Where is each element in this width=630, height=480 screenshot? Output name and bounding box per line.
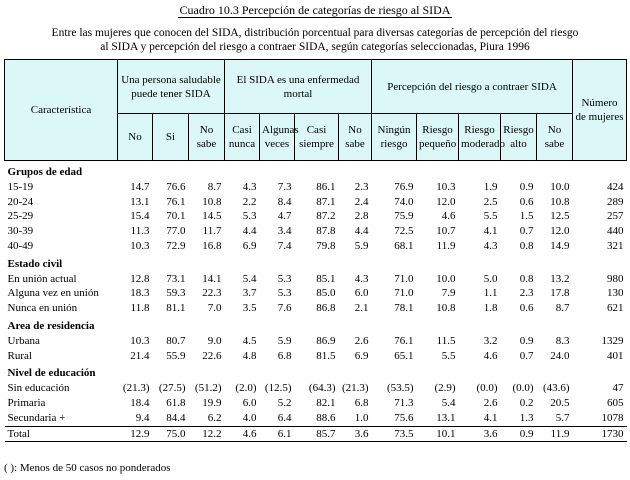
cell-value: (21.3) xyxy=(341,382,369,395)
cell-value: 1.5 xyxy=(519,210,534,223)
cell-value: 0.6 xyxy=(519,195,534,208)
cell-value: 61.8 xyxy=(166,396,186,409)
cell-value: 0.9 xyxy=(519,180,534,193)
table-row xyxy=(5,224,627,239)
row-label: Total xyxy=(5,426,118,442)
cell-value: 13.1 xyxy=(130,195,150,208)
cell-value: 86.8 xyxy=(316,302,336,315)
cell-value: 321 xyxy=(607,239,624,252)
row-label: Rural xyxy=(7,349,32,362)
header-group-mortal: El SIDA es una enfermedad mortal xyxy=(225,60,372,114)
cell-value: 8.7 xyxy=(207,180,222,193)
header-col: Riesgo pequeño xyxy=(417,114,459,161)
cell-value: 5.4 xyxy=(441,396,456,409)
cell-value: 5.3 xyxy=(242,210,257,223)
cell-value: 76.1 xyxy=(394,334,414,347)
cell-value: 5.3 xyxy=(277,287,292,300)
header-col: Si xyxy=(153,114,189,161)
cell-value: 6.2 xyxy=(207,411,222,424)
header-col: No sabe xyxy=(537,114,573,161)
cell-value: 7.9 xyxy=(441,287,456,300)
cell-value: 4.5 xyxy=(242,334,257,347)
cell-value: 68.1 xyxy=(394,239,414,252)
cell-value: 75.0 xyxy=(153,426,189,442)
header-group-saludable: Una persona saludable puede tener SIDA xyxy=(118,60,225,114)
cell-value: 74.0 xyxy=(394,195,414,208)
cell-value: 72.9 xyxy=(166,239,186,252)
cell-value: 12.0 xyxy=(436,195,456,208)
cell-value: (0.0) xyxy=(476,382,498,395)
cell-value: 14.1 xyxy=(202,272,222,285)
cell-value: 4.0 xyxy=(242,411,257,424)
header-col: No xyxy=(118,114,153,161)
cell-value: 84.4 xyxy=(166,411,186,424)
cell-value: 7.4 xyxy=(277,239,292,252)
cell-value: 81.1 xyxy=(166,302,186,315)
cell-value: 10.1 xyxy=(417,426,459,442)
cell-value: 5.9 xyxy=(354,239,369,252)
cell-value: 1730 xyxy=(573,426,627,442)
cell-value: 4.7 xyxy=(277,210,292,223)
cell-value: 8.4 xyxy=(277,195,292,208)
cell-value: 4.1 xyxy=(483,225,498,238)
cell-value: 8.7 xyxy=(555,302,570,315)
cell-value: 5.9 xyxy=(277,334,292,347)
table-row xyxy=(5,209,627,224)
cell-value: 0.7 xyxy=(519,225,534,238)
cell-value: 18.3 xyxy=(130,287,150,300)
cell-value: 6.0 xyxy=(242,396,257,409)
cell-value: 72.5 xyxy=(394,225,414,238)
row-label: Alguna vez en unión xyxy=(7,287,99,300)
cell-value: 6.8 xyxy=(354,396,369,409)
cell-value: 0.7 xyxy=(519,349,534,362)
cell-value: 80.7 xyxy=(166,334,186,347)
cell-value: 4.3 xyxy=(483,239,498,252)
cell-value: 1.3 xyxy=(519,411,534,424)
cell-value: 3.2 xyxy=(483,334,498,347)
cell-value: 10.7 xyxy=(436,225,456,238)
header-col: Casi nunca xyxy=(225,114,260,161)
header-col: Ningún riesgo xyxy=(372,114,417,161)
cell-value: 18.4 xyxy=(130,396,150,409)
row-label: En unión actual xyxy=(7,272,77,285)
group-row xyxy=(5,161,627,180)
cell-value: 55.9 xyxy=(166,349,186,362)
cell-value: 0.2 xyxy=(519,396,534,409)
cell-value: (12.5) xyxy=(264,382,292,395)
table-subtitle xyxy=(0,26,630,54)
cell-value: (51.2) xyxy=(194,382,222,395)
header-col: No sabe xyxy=(189,114,225,161)
cell-value: 4.3 xyxy=(242,180,257,193)
cell-value: 70.1 xyxy=(166,210,186,223)
cell-value: 73.1 xyxy=(166,272,186,285)
cell-value: 3.6 xyxy=(459,426,501,442)
cell-value: (2.9) xyxy=(434,382,456,395)
cell-value: 6.0 xyxy=(354,287,369,300)
cell-value: 71.3 xyxy=(394,396,414,409)
cell-value: 87.8 xyxy=(316,225,336,238)
group-row xyxy=(5,316,627,334)
cell-value: 22.6 xyxy=(202,349,222,362)
cell-value: 1.9 xyxy=(483,180,498,193)
cell-value: 71.0 xyxy=(394,287,414,300)
cell-value: 85.7 xyxy=(295,426,339,442)
cell-value: 12.0 xyxy=(550,225,570,238)
cell-value: 3.5 xyxy=(242,302,257,315)
header-numero: Número de mujeres xyxy=(573,60,627,161)
cell-value: 59.3 xyxy=(166,287,186,300)
cell-value: 0.8 xyxy=(519,239,534,252)
cell-value: 1078 xyxy=(601,411,624,424)
cell-value: 1329 xyxy=(601,334,624,347)
header-col: Riesgo moderado xyxy=(459,114,501,161)
cell-value: 4.3 xyxy=(354,272,369,285)
cell-value: (2.0) xyxy=(235,382,257,395)
cell-value: 289 xyxy=(607,195,624,208)
cell-value: 86.1 xyxy=(316,180,336,193)
cell-value: 2.5 xyxy=(483,195,498,208)
cell-value: 82.1 xyxy=(316,396,336,409)
header-col: Algunas veces xyxy=(260,114,295,161)
cell-value: 77.0 xyxy=(166,225,186,238)
cell-value: 9.0 xyxy=(207,334,222,347)
table-row xyxy=(5,334,627,349)
cell-value: 1.8 xyxy=(483,302,498,315)
cell-value: (64.3) xyxy=(308,382,336,395)
cell-value: 3.7 xyxy=(242,287,257,300)
row-label: 15-19 xyxy=(7,180,34,193)
header-caracteristica: Característica xyxy=(5,60,118,161)
cell-value: 2.6 xyxy=(354,334,369,347)
cell-value: 3.6 xyxy=(339,426,372,442)
cell-value: 88.6 xyxy=(316,411,336,424)
data-table xyxy=(4,59,627,442)
header-group-percepcion: Percepción del riesgo a contraer SIDA xyxy=(372,60,573,114)
row-label: 30-39 xyxy=(7,225,34,238)
cell-value: 4.1 xyxy=(483,411,498,424)
cell-value: 0.6 xyxy=(519,302,534,315)
cell-value: 621 xyxy=(607,302,624,315)
cell-value: 5.5 xyxy=(483,210,498,223)
table-row xyxy=(5,381,627,396)
cell-value: (0.0) xyxy=(512,382,534,395)
cell-value: 17.8 xyxy=(550,287,570,300)
cell-value: 1.1 xyxy=(483,287,498,300)
cell-value: 12.5 xyxy=(550,210,570,223)
cell-value: 5.0 xyxy=(483,272,498,285)
cell-value: 47 xyxy=(612,382,624,395)
cell-value: 6.9 xyxy=(354,349,369,362)
cell-value: 10.0 xyxy=(550,180,570,193)
cell-value: 20.5 xyxy=(550,396,570,409)
row-label: 20-24 xyxy=(7,195,34,208)
row-label: 40-49 xyxy=(7,239,34,252)
cell-value: 75.6 xyxy=(394,411,414,424)
group-label: Grupos de edad xyxy=(7,166,83,178)
cell-value: 10.3 xyxy=(130,239,150,252)
cell-value: 12.9 xyxy=(118,426,153,442)
cell-value: 5.4 xyxy=(242,272,257,285)
cell-value: 11.9 xyxy=(537,426,573,442)
cell-value: 16.8 xyxy=(202,239,222,252)
cell-value: 6.1 xyxy=(260,426,295,442)
cell-value: 7.0 xyxy=(207,302,222,315)
cell-value: 401 xyxy=(607,349,624,362)
cell-value: 6.4 xyxy=(277,411,292,424)
cell-value: 10.8 xyxy=(550,195,570,208)
cell-value: 5.7 xyxy=(555,411,570,424)
cell-value: 5.3 xyxy=(277,272,292,285)
cell-value: 4.4 xyxy=(354,225,369,238)
cell-value: 5.2 xyxy=(277,396,292,409)
cell-value: 4.6 xyxy=(483,349,498,362)
row-label: Sin educación xyxy=(7,382,70,395)
cell-value: 10.8 xyxy=(202,195,222,208)
cell-value: 4.4 xyxy=(242,225,257,238)
cell-value: 0.9 xyxy=(501,426,537,442)
cell-value: 10.3 xyxy=(130,334,150,347)
cell-value: 4.6 xyxy=(225,426,260,442)
cell-value: 85.0 xyxy=(316,287,336,300)
cell-value: 424 xyxy=(607,180,624,193)
cell-value: 8.3 xyxy=(555,334,570,347)
cell-value: 7.3 xyxy=(277,180,292,193)
cell-value: 19.9 xyxy=(202,396,222,409)
table-title: Cuadro 10.3 Percepción de categorías de riesgo al SIDA xyxy=(179,3,451,17)
table-row xyxy=(5,301,627,316)
cell-value: 6.8 xyxy=(277,349,292,362)
cell-value: 15.4 xyxy=(130,210,150,223)
cell-value: 11.9 xyxy=(436,239,456,252)
subtitle-line-1: Entre las mujeres que conocen del SIDA, distribución porcentual para diversas categorías de percepción del riesgo xyxy=(51,27,579,39)
cell-value: 5.5 xyxy=(441,349,456,362)
cell-value: 10.8 xyxy=(436,302,456,315)
cell-value: 24.0 xyxy=(550,349,570,362)
cell-value: 14.7 xyxy=(130,180,150,193)
cell-value: 65.1 xyxy=(394,349,414,362)
row-label: Primaria xyxy=(7,396,46,409)
cell-value: 14.5 xyxy=(202,210,222,223)
cell-value: 12.2 xyxy=(189,426,225,442)
cell-value: 79.8 xyxy=(316,239,336,252)
header-col: Riesgo alto xyxy=(501,114,537,161)
cell-value: 75.9 xyxy=(394,210,414,223)
table-row xyxy=(5,411,627,426)
cell-value: 257 xyxy=(607,210,624,223)
cell-value: 2.2 xyxy=(242,195,257,208)
group-label: Area de residencia xyxy=(7,319,95,332)
cell-value: 980 xyxy=(607,272,624,285)
cell-value: (53.5) xyxy=(386,382,414,395)
row-label: Nunca en unión xyxy=(7,302,78,315)
cell-value: 14.9 xyxy=(550,239,570,252)
footnote: ( ): Menos de 50 casos no ponderados xyxy=(4,462,171,474)
cell-value: 0.9 xyxy=(519,334,534,347)
cell-value: 10.0 xyxy=(436,272,456,285)
cell-value: 11.5 xyxy=(436,334,456,347)
cell-value: 71.0 xyxy=(394,272,414,285)
cell-value: 13.2 xyxy=(550,272,570,285)
cell-value: 81.5 xyxy=(316,349,336,362)
cell-value: 13.1 xyxy=(436,411,456,424)
cell-value: 0.8 xyxy=(519,272,534,285)
cell-value: 86.9 xyxy=(316,334,336,347)
cell-value: (21.3) xyxy=(122,382,150,395)
group-label: Estado civil xyxy=(7,257,63,270)
cell-value: 3.4 xyxy=(277,225,292,238)
cell-value: 2.1 xyxy=(354,302,369,315)
cell-value: (43.6) xyxy=(542,382,570,395)
cell-value: 73.5 xyxy=(372,426,417,442)
cell-value: 87.2 xyxy=(316,210,336,223)
table-row xyxy=(5,349,627,364)
cell-value: 4.8 xyxy=(242,349,257,362)
header-col: Casi siempre xyxy=(295,114,339,161)
cell-value: 78.1 xyxy=(394,302,414,315)
cell-value: 6.9 xyxy=(242,239,257,252)
cell-value: 11.3 xyxy=(130,225,150,238)
cell-value: 605 xyxy=(607,396,624,409)
table-row xyxy=(5,396,627,411)
row-label: 25-29 xyxy=(7,210,34,223)
header-col: No sabe xyxy=(339,114,372,161)
cell-value: 4.6 xyxy=(441,210,456,223)
table-row xyxy=(5,272,627,287)
cell-value: 1.0 xyxy=(354,411,369,424)
cell-value: 11.7 xyxy=(202,225,222,238)
group-row xyxy=(5,363,627,381)
cell-value: 440 xyxy=(607,225,624,238)
cell-value: 10.3 xyxy=(436,180,456,193)
group-row xyxy=(5,254,627,272)
cell-value: 2.6 xyxy=(483,396,498,409)
cell-value: 22.3 xyxy=(202,287,222,300)
cell-value: 76.9 xyxy=(394,180,414,193)
cell-value: 21.4 xyxy=(130,349,150,362)
table-row xyxy=(5,239,627,254)
cell-value: 130 xyxy=(607,287,624,300)
cell-value: 87.1 xyxy=(316,195,336,208)
cell-value: 2.3 xyxy=(354,180,369,193)
cell-value: 76.6 xyxy=(166,180,186,193)
cell-value: 2.4 xyxy=(354,195,369,208)
group-label: Nivel de educación xyxy=(7,367,96,380)
table-row xyxy=(5,426,627,442)
cell-value: 76.1 xyxy=(166,195,186,208)
cell-value: 9.4 xyxy=(135,411,150,424)
cell-value: 2.8 xyxy=(354,210,369,223)
cell-value: 7.6 xyxy=(277,302,292,315)
cell-value: 11.8 xyxy=(130,302,150,315)
table-row xyxy=(5,180,627,195)
cell-value: 12.8 xyxy=(130,272,150,285)
cell-value: 2.3 xyxy=(519,287,534,300)
row-label: Urbana xyxy=(7,334,40,347)
table-row xyxy=(5,195,627,210)
table-row xyxy=(5,286,627,301)
cell-value: 85.1 xyxy=(316,272,336,285)
cell-value: (27.5) xyxy=(158,382,186,395)
row-label: Secundaria + xyxy=(7,411,66,424)
subtitle-line-2: al SIDA y percepción del riesgo a contraer SIDA, según categorías seleccionadas, Piura 1996 xyxy=(100,41,530,53)
